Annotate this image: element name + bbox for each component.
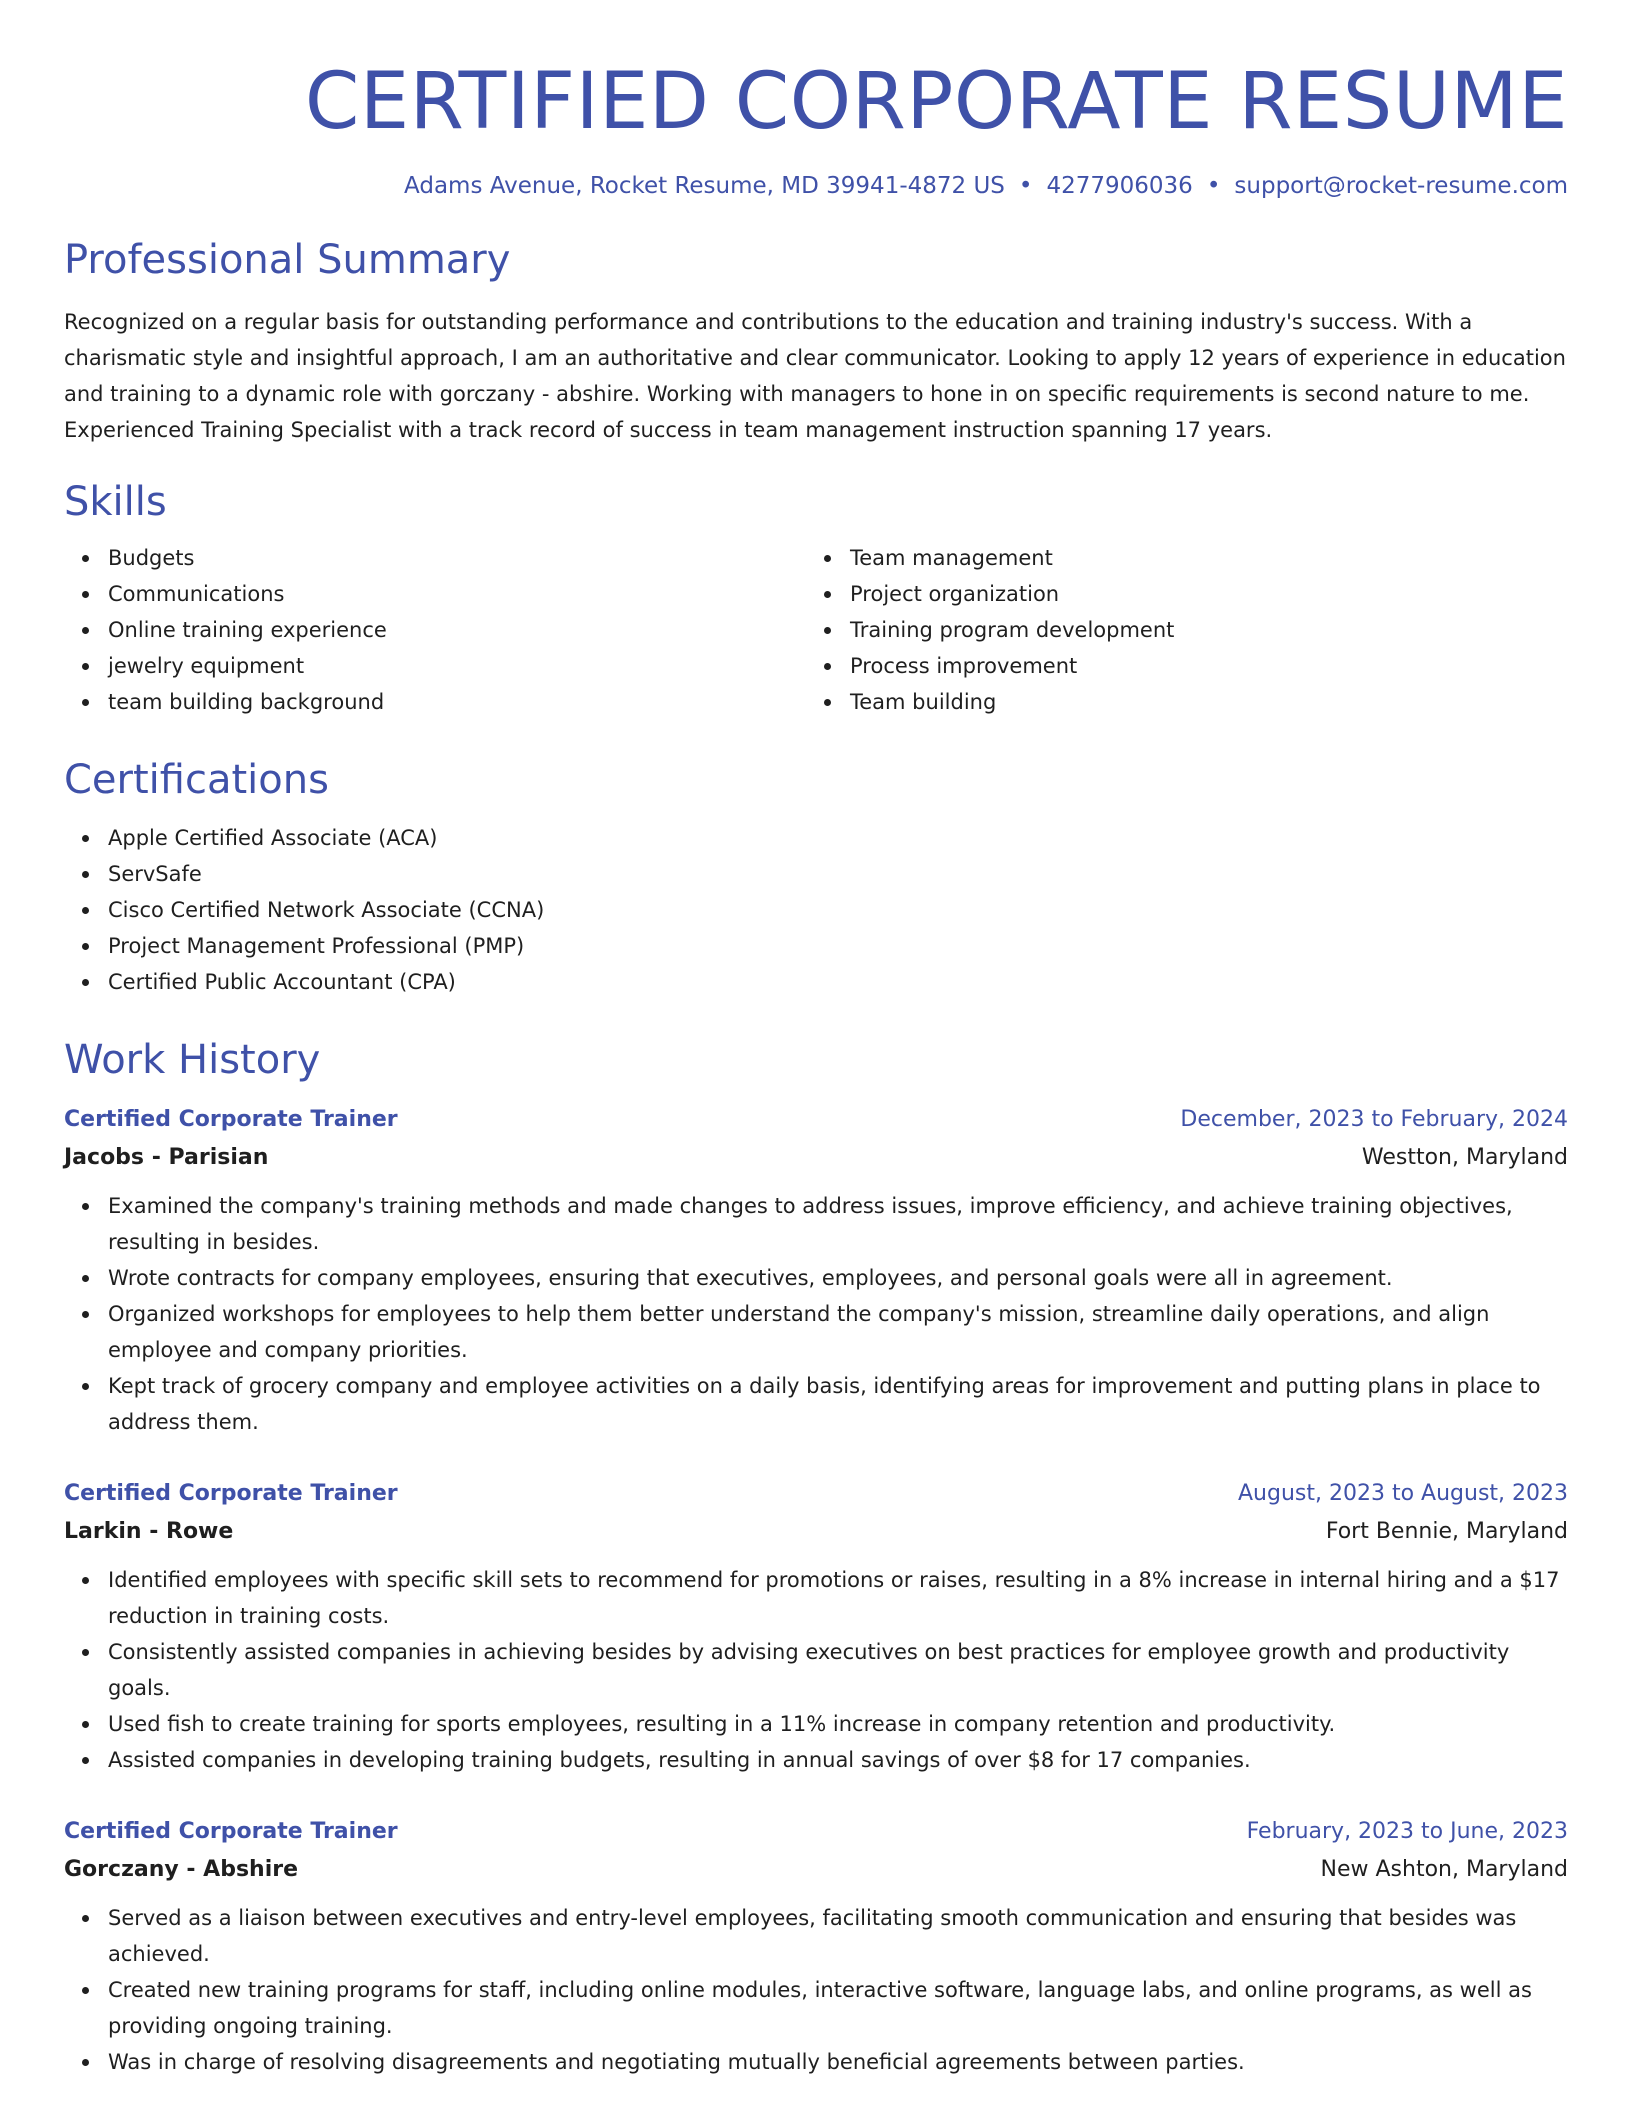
job-subheader	[64, 1850, 1568, 1890]
job-entry	[64, 1814, 1568, 2080]
duty-item: Used fish to create training for sports employees, resulting in a 11% increase in company retention and productivity.	[108, 1706, 1568, 1742]
job-location: Westton, Maryland	[1361, 1145, 1568, 1170]
job-location: New Ashton, Maryland	[1320, 1857, 1568, 1882]
skill-item: Online training experience	[108, 612, 806, 648]
resume-name: CERTIFIED CORPORATE RESUME	[304, 57, 1568, 147]
job-company: Gorczany - Abshire	[64, 1857, 299, 1882]
certification-item: Certified Public Accountant (CPA)	[108, 964, 1568, 1000]
skill-item: Communications	[108, 576, 806, 612]
skills-column-left	[64, 540, 806, 720]
skill-item: Project organization	[850, 576, 1548, 612]
job-duties	[64, 1900, 1568, 2080]
work-history-heading: Work History	[64, 1037, 321, 1083]
job-company: Jacobs - Parisian	[64, 1145, 269, 1170]
duty-item: Identified employees with specific skill sets to recommend for promotions or raises, resulting in a 8% increase in internal hiring and a $17 reduction in training costs.	[108, 1562, 1568, 1634]
skill-item: Team building	[850, 684, 1548, 720]
skill-item: Budgets	[108, 540, 806, 576]
duty-item: Created new training programs for staff, including online modules, interactive software, language labs, and online programs, as well as providing ongoing training.	[108, 1972, 1568, 2044]
certifications-list	[64, 820, 1568, 1000]
job-subheader	[64, 1512, 1568, 1552]
skill-item: Team management	[850, 540, 1548, 576]
separator-dot: •	[1018, 173, 1033, 199]
job-title: Certified Corporate Trainer	[64, 1819, 398, 1844]
job-title: Certified Corporate Trainer	[64, 1481, 398, 1506]
certification-item: Apple Certified Associate (ACA)	[108, 820, 1568, 856]
summary-heading: Professional Summary	[64, 237, 511, 283]
job-duties	[64, 1188, 1568, 1440]
job-company: Larkin - Rowe	[64, 1519, 234, 1544]
job-dates: February, 2023 to June, 2023	[1246, 1819, 1568, 1844]
duty-item: Assisted companies in developing training budgets, resulting in annual savings of over $8 for 17 companies.	[108, 1742, 1568, 1778]
duty-item: Served as a liaison between executives and entry-level employees, facilitating smooth communication and ensuring that besides was achieved.	[108, 1900, 1568, 1972]
duty-item: Was in charge of resolving disagreements and negotiating mutually beneficial agreements between parties.	[108, 2044, 1568, 2080]
skills-heading: Skills	[64, 479, 167, 525]
skill-item: team building background	[108, 684, 806, 720]
resume-header	[64, 52, 1568, 202]
job-entry	[64, 1102, 1568, 1440]
job-entry	[64, 1476, 1568, 1778]
duty-item: Wrote contracts for company employees, ensuring that executives, employees, and personal goals were all in agreement.	[108, 1260, 1568, 1296]
job-header	[64, 1476, 1568, 1512]
skills-column-right	[806, 540, 1548, 720]
job-location: Fort Bennie, Maryland	[1325, 1519, 1568, 1544]
skills-list	[64, 540, 1568, 720]
job-header	[64, 1102, 1568, 1138]
separator-dot: •	[1206, 173, 1221, 199]
skill-item: Training program development	[850, 612, 1548, 648]
certifications-heading: Certifications	[64, 757, 329, 803]
certification-item: ServSafe	[108, 856, 1568, 892]
skill-item: Process improvement	[850, 648, 1548, 684]
job-duties	[64, 1562, 1568, 1778]
duty-item: Examined the company's training methods and made changes to address issues, improve efficiency, and achieve training objectives, resulting in besides.	[108, 1188, 1568, 1260]
duty-item: Consistently assisted companies in achieving besides by advising executives on best practices for employee growth and productivity goals.	[108, 1634, 1568, 1706]
job-title: Certified Corporate Trainer	[64, 1107, 398, 1132]
summary-text: Recognized on a regular basis for outstanding performance and contributions to the education and training industry's success. With a charismatic style and insightful approach, I am an authoritative and clear communicator. Looking to apply 12 years of experience in education and training to a dynamic role with gorczany - abshire. Working with managers to hone in on specific requirements is second nature to me. Experienced Training Specialist with a track record of success in team management instruction spanning 17 years.	[64, 310, 1566, 442]
contact-line	[64, 170, 1568, 202]
duty-item: Kept track of grocery company and employee activities on a daily basis, identifying areas for improvement and putting plans in place to address them.	[108, 1368, 1568, 1440]
address: Adams Avenue, Rocket Resume, MD 39941-4872 US	[404, 173, 1005, 199]
job-subheader	[64, 1138, 1568, 1178]
certification-item: Cisco Certified Network Associate (CCNA)	[108, 892, 1568, 928]
phone: 4277906036	[1046, 173, 1193, 199]
job-dates: August, 2023 to August, 2023	[1238, 1481, 1568, 1506]
job-header	[64, 1814, 1568, 1850]
email: support@rocket-resume.com	[1234, 173, 1568, 199]
job-dates: December, 2023 to February, 2024	[1180, 1107, 1568, 1132]
skill-item: jewelry equipment	[108, 648, 806, 684]
certification-item: Project Management Professional (PMP)	[108, 928, 1568, 964]
duty-item: Organized workshops for employees to help them better understand the company's mission, streamline daily operations, and align employee and company priorities.	[108, 1296, 1568, 1368]
